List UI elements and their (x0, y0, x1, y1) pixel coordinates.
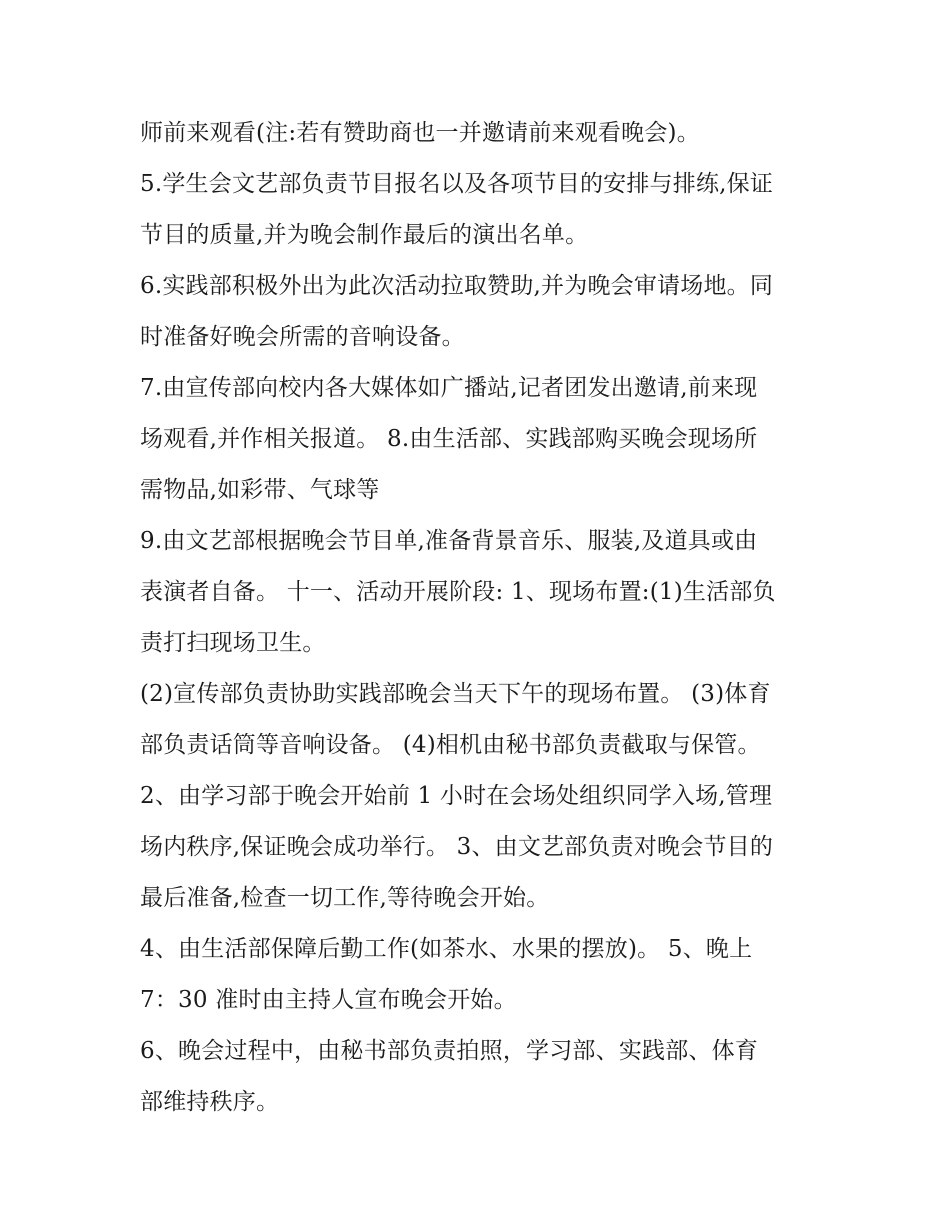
text-line: 节目的质量,并为晚会制作最后的演出名单。 (140, 222, 589, 248)
text-line: 部负责话筒等音响设备。 (4)相机由秘书部负责截取与保管。 (140, 732, 761, 758)
text-line: 师前来观看(注:若有赞助商也一并邀请前来观看晚会)。 (140, 120, 700, 146)
text-line: 5.学生会文艺部负责节目报名以及各项节目的安排与排练,保证 (140, 171, 774, 197)
text-line: 场内秩序,保证晚会成功举行。 3、由文艺部负责对晚会节目的 (140, 834, 774, 860)
text-line: 时准备好晚会所需的音响设备。 (140, 324, 465, 350)
text-line: 6.实践部积极外出为此次活动拉取赞助,并为晚会审请场地。同 (140, 273, 774, 299)
text-line: 6、晚会过程中，由秘书部负责拍照，学习部、实践部、体育 (140, 1038, 759, 1064)
text-line: 2、由学习部于晚会开始前 1 小时在会场处组织同学入场,管理 (140, 783, 773, 809)
text-line: 场观看,并作相关报道。 8.由生活部、实践部购买晚会现场所 (140, 426, 758, 452)
text-line: 7.由宣传部向校内各大媒体如广播站,记者团发出邀请,前来现 (140, 375, 758, 401)
text-line: 4、由生活部保障后勤工作(如茶水、水果的摆放)。 5、晚上 (140, 936, 753, 962)
text-line: 部维持秩序。 (140, 1089, 280, 1115)
text-line: 需物品,如彩带、气球等 (140, 477, 380, 503)
text-line: 7：30 准时由主持人宣布晚会开始。 (140, 987, 517, 1013)
text-line: (2)宣传部负责协助实践部晚会当天下午的现场布置。 (3)体育 (140, 681, 771, 707)
text-line: 责打扫现场卫生。 (140, 630, 326, 656)
text-line: 9.由文艺部根据晚会节目单,准备背景音乐、服装,及道具或由 (140, 528, 758, 554)
text-line: 最后准备,检查一切工作,等待晚会开始。 (140, 885, 550, 911)
text-line: 表演者自备。 十一、活动开展阶段: 1、现场布置:(1)生活部负 (140, 579, 776, 605)
document-body (140, 108, 830, 1128)
